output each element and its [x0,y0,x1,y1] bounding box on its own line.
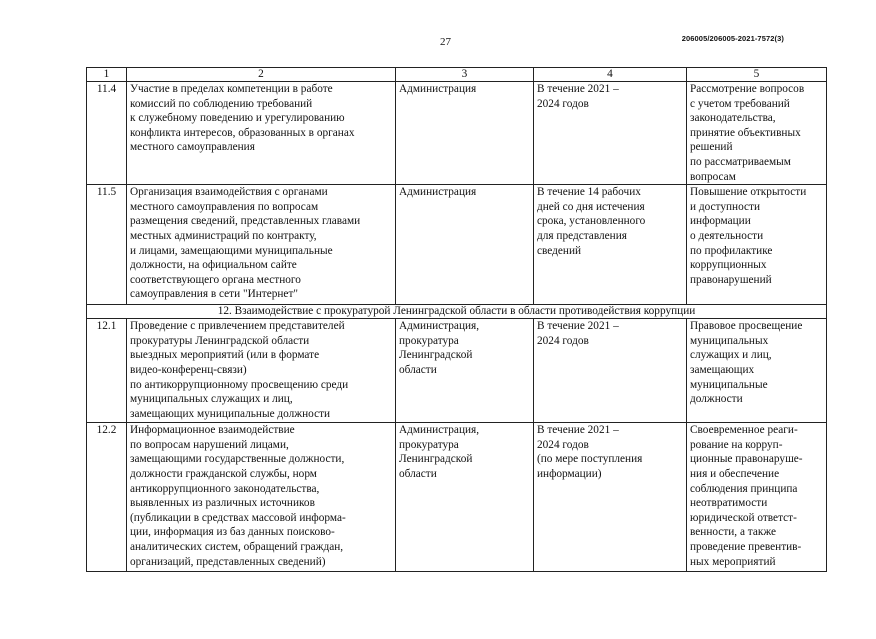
executor-cell: Администрация, прокуратура Ленинградской области [396,319,534,423]
result-cell: Своевременное реаги- рование на корруп- ционные правонаруше- ния и обеспечение соблюдения принципа неотвратимости юридической ответст- венности, а также проведение превентив- ных мероприятий [687,423,827,572]
measure-cell: Проведение с привлечением представителей прокуратуры Ленинградской области выездных мероприятий (или в формате видео-конференц-связи) по антикоррупционному просвещению среди муниципальных служащих и лиц, замещающих муниципальные должности [127,319,396,423]
row-number: 11.4 [87,82,127,185]
result-cell: Рассмотрение вопросов с учетом требований законодательства, принятие объективных решений по рассматриваемым вопросам [687,82,827,185]
executor-cell: Администрация [396,82,534,185]
measure-cell: Организация взаимодействия с органами местного самоуправления по вопросам размещения сведений, представленных главами местных администраций по контракту, и лицами, замещающими муниципальные должности, на официальном сайте соответствующего органа местного самоуправления в сети "Интернет" [127,185,396,305]
section-heading-row [87,305,827,319]
measures-table [86,67,827,572]
column-header-1: 1 [87,68,127,82]
row-number: 11.5 [87,185,127,305]
term-cell: В течение 2021 – 2024 годов [534,82,687,185]
measure-cell: Участие в пределах компетенции в работе комиссий по соблюдению требований к служебному поведению и урегулированию конфликта интересов, образованных в органах местного самоуправления [127,82,396,185]
table-row [87,185,827,305]
column-header-3: 3 [396,68,534,82]
column-header-5: 5 [687,68,827,82]
table-row [87,423,827,572]
table-header-row [87,68,827,82]
term-cell: В течение 14 рабочих дней со дня истечения срока, установленного для представления сведений [534,185,687,305]
row-number: 12.1 [87,319,127,423]
term-cell: В течение 2021 – 2024 годов [534,319,687,423]
column-header-4: 4 [534,68,687,82]
executor-cell: Администрация [396,185,534,305]
section-heading: 12. Взаимодействие с прокуратурой Ленинградской области в области противодействия коррупции [87,305,827,319]
result-cell: Повышение открытости и доступности информации о деятельности по профилактике коррупционных правонарушений [687,185,827,305]
executor-cell: Администрация, прокуратура Ленинградской области [396,423,534,572]
table-row [87,82,827,185]
row-number: 12.2 [87,423,127,572]
term-cell: В течение 2021 – 2024 годов (по мере поступления информации) [534,423,687,572]
table-row [87,319,827,423]
column-header-2: 2 [127,68,396,82]
measure-cell: Информационное взаимодействие по вопросам нарушений лицами, замещающими государственные должности, должности гражданской службы, норм антикоррупционного законодательства, выявленных из различных источников (публикации в средствах массовой информа- ции, информация из баз данных поисково- аналитических систем, обращений граждан, организаций, представленных сведений) [127,423,396,572]
result-cell: Правовое просвещение муниципальных служащих и лиц, замещающих муниципальные должности [687,319,827,423]
page-number: 27 [440,36,451,48]
document-code: 206005/206005-2021-7572(3) [681,34,784,43]
